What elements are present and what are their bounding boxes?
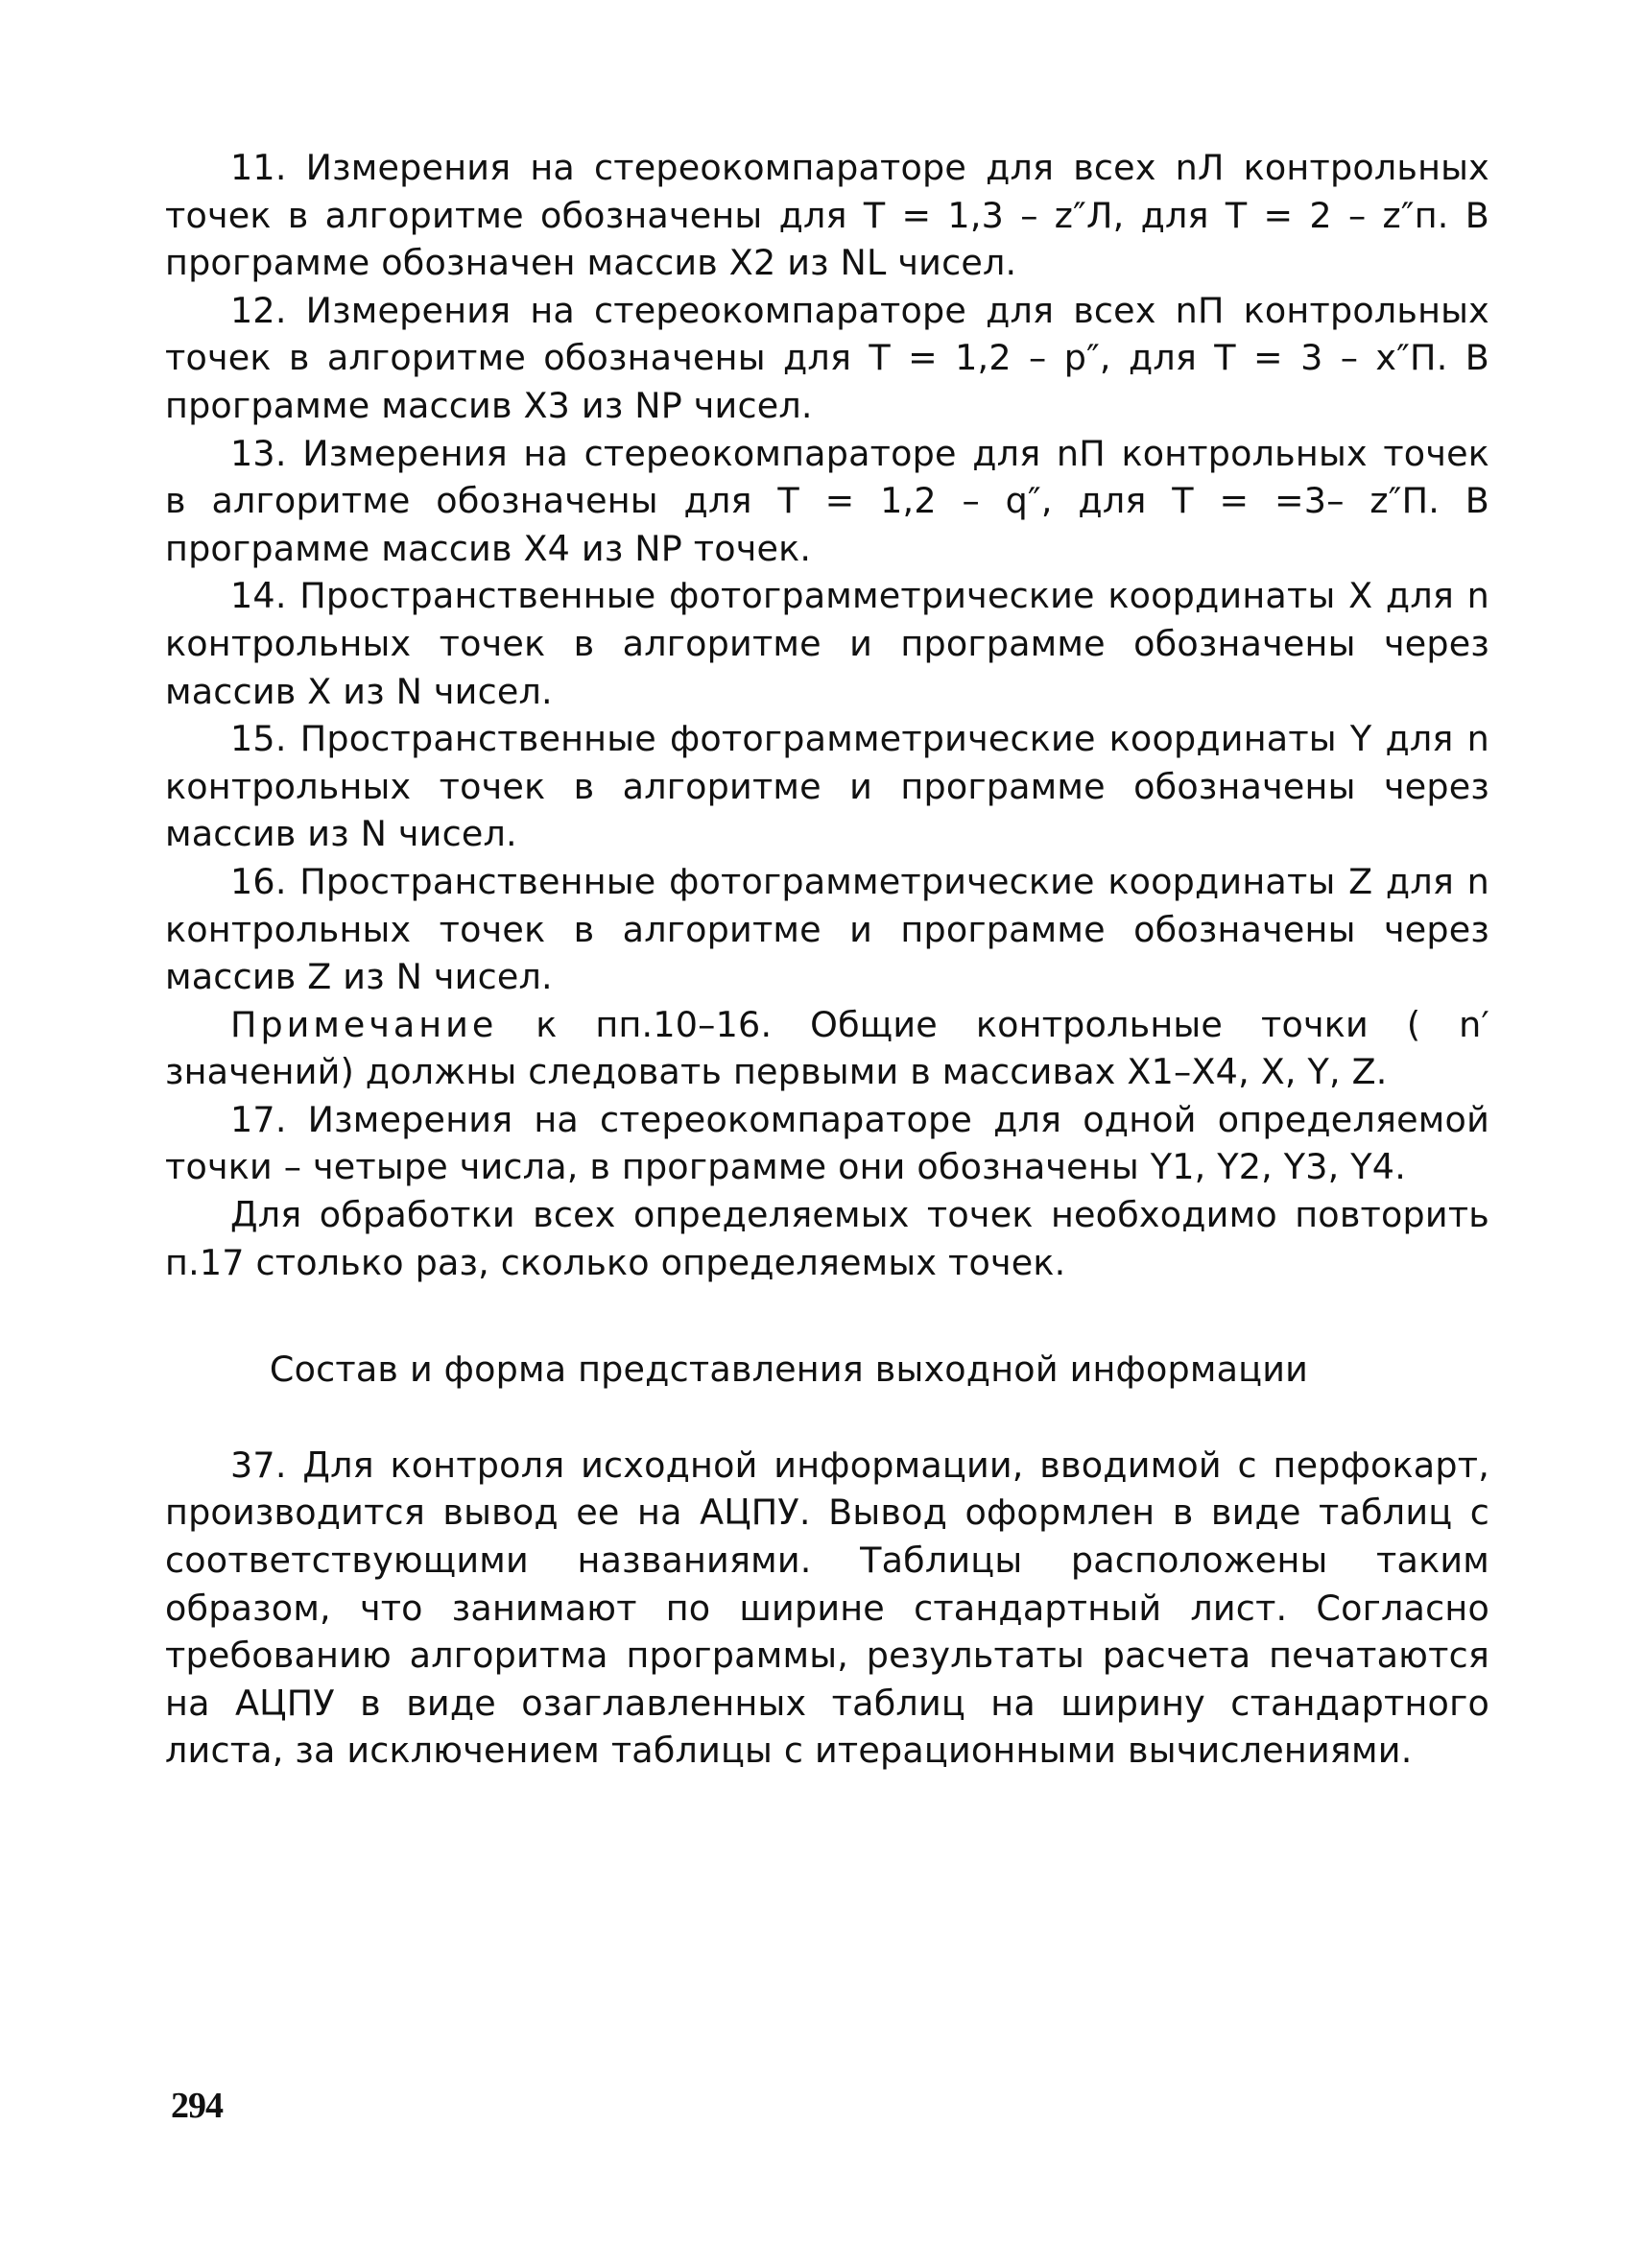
note-label: Примечание [230, 1003, 498, 1045]
paragraph-item-12 [165, 287, 1489, 430]
paragraph-item-37 [165, 1442, 1489, 1775]
paragraph-item-17 [165, 1096, 1489, 1191]
paragraph-text: 15. Пространственные фотограмметрические координаты Y для n контрольных точек в алгоритме и программе обозначены через массив из N чисел. [165, 718, 1489, 855]
paragraph-item-14 [165, 572, 1489, 715]
paragraph-item-11 [165, 144, 1489, 287]
paragraph-text: 37. Для контроля исходной информации, вводимой с перфокарт, производится вывод ее на АЦПУ. Вывод оформлен в виде таблиц с соответствующими названиями. Таблицы расположены таким образом, что занимают по ширине стандартный лист. Согласно требованию алгоритма программы, результаты расчета печатаются на АЦПУ в виде озаглавленных таблиц на ширину стандартного листа, за исключением таблицы с итерационными вычислениями. [165, 1444, 1489, 1772]
paragraph-text: 16. Пространственные фотограмметрические координаты Z для n контрольных точек в алгоритме и программе обозначены через массив Z из N чисел. [165, 860, 1489, 998]
repeat-paragraph [165, 1191, 1489, 1286]
note-paragraph [165, 1001, 1489, 1096]
paragraph-item-16 [165, 858, 1489, 1001]
paragraph-item-15 [165, 715, 1489, 858]
paragraph-item-13 [165, 430, 1489, 573]
page-number: 294 [171, 2086, 223, 2126]
paragraph-text: 17. Измерения на стереокомпараторе для одной определяемой точки – четыре числа, в программе они обозначены Y1, Y2, Y3, Y4. [165, 1098, 1489, 1188]
paragraph-text: 13. Измерения на стереокомпараторе для nП контрольных точек в алгоритме обозначены для T = 1,2 – q″, для T = =3– z″П. В программе массив X4 из NP точек. [165, 432, 1489, 569]
section-heading: Состав и форма представления выходной информации [269, 1349, 1309, 1391]
paragraph-text: 12. Измерения на стереокомпараторе для всех nП контрольных точек в алгоритме обозначены для T = 1,2 – p″, для T = 3 – x″П. В программе массив X3 из NP чисел. [165, 289, 1489, 426]
paragraph-text: 11. Измерения на стереокомпараторе для всех nЛ контрольных точек в алгоритме обозначены для T = 1,3 – z″Л, для T = 2 – z″п. В программе обозначен массив X2 из NL чисел. [165, 147, 1489, 284]
page-body [165, 144, 1489, 1775]
paragraph-text: Для обработки всех определяемых точек необходимо повторить п.17 столько раз, сколько определяемых точек. [165, 1194, 1489, 1283]
paragraph-text: 14. Пространственные фотограмметрические координаты X для n контрольных точек в алгоритме и программе обозначены через массив X из N чисел. [165, 575, 1489, 712]
note-text: к пп.10–16. Общие контрольные точки ( n′ значений) должны следовать первыми в массивах X1–X4, X, Y, Z. [165, 1003, 1489, 1093]
